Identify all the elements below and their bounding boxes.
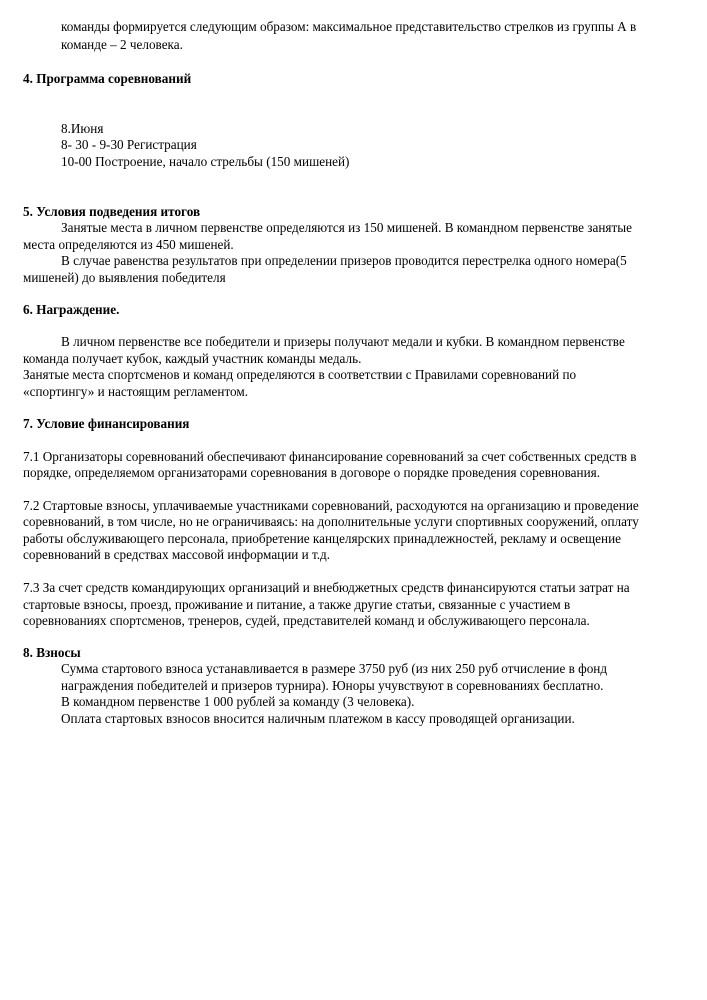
section-8-paragraph-1-line-2: награждения победителей и призеров турнира). Юноры учувствуют в соревнованиях бесплатно. <box>61 678 604 693</box>
section-7-3-line-3: соревнованиях спортсменов, тренеров, судей, представителей команд и обслуживающего персонала. <box>23 613 590 628</box>
section-7-2-line-2: соревнований, в том числе, но не ограничиваясь: на дополнительные услуги спортивных сооружений, оплату <box>23 514 639 529</box>
section-7-1-line-1: 7.1 Организаторы соревнований обеспечивают финансирование соревнований за счет собственных средств в <box>23 449 637 464</box>
section-7-heading: 7. Условие финансирования <box>23 416 190 431</box>
intro-text-line-1: команды формируется следующим образом: максимальное представительство стрелков из группы А в <box>61 19 637 34</box>
section-5-paragraph-1-line-1: Занятые места в личном первенстве определяются из 150 мишеней. В командном первенстве занятые <box>61 220 632 235</box>
section-6-heading: 6. Награждение. <box>23 302 120 317</box>
section-7-3-line-2: стартовые взносы, проезд, проживание и питание, а также другие статьи, связанные с участием в <box>23 597 571 612</box>
section-8-paragraph-3: Оплата стартовых взносов вносится наличным платежом в кассу проводящей организации. <box>61 711 575 726</box>
section-5-heading: 5. Условия подведения итогов <box>23 204 201 219</box>
section-7-2-line-1: 7.2 Стартовые взносы, уплачиваемые участниками соревнований, расходуются на организацию и проведение <box>23 498 639 513</box>
section-8-paragraph-1-line-1: Сумма стартового взноса устанавливается в размере 3750 руб (из них 250 руб отчисление в фонд <box>61 661 608 676</box>
program-registration: 8- 30 - 9-30 Регистрация <box>61 137 197 152</box>
section-6-paragraph-2-line-2: «спортингу» и настоящим регламентом. <box>23 384 249 399</box>
section-7-3-line-1: 7.3 За счет средств командирующих организаций и внебюджетных средств финансируются статьи затрат на <box>23 580 630 595</box>
section-6-paragraph-2-line-1: Занятые места спортсменов и команд определяются в соответствии с Правилами соревнований по <box>23 367 577 382</box>
section-5-paragraph-2-line-1: В случае равенства результатов при определении призеров проводится перестрелка одного номера(5 <box>61 253 627 268</box>
section-4-heading: 4. Программа соревнований <box>23 71 192 86</box>
section-7-1-line-2: порядке, определяемом организаторами соревнования в договоре о порядке проведения соревнования. <box>23 465 601 480</box>
intro-text-line-2: команде – 2 человека. <box>61 37 183 52</box>
section-7-2-line-4: соревнований в средствах массовой информации и т.д. <box>23 547 331 562</box>
program-date: 8.Июня <box>61 121 104 136</box>
section-8-heading: 8. Взносы <box>23 645 81 660</box>
section-5-paragraph-2-line-2: мишеней) до выявления победителя <box>23 270 226 285</box>
section-6-paragraph-1-line-1: В личном первенстве все победители и призеры получают медали и кубки. В командном первенстве <box>61 334 625 349</box>
section-5-paragraph-1-line-2: места определяются из 450 мишеней. <box>23 237 234 252</box>
section-6-paragraph-1-line-2: команда получает кубок, каждый участник команды медаль. <box>23 351 362 366</box>
section-7-2-line-3: работы обслуживающего персонала, приобретение канцелярских принадлежностей, рекламу и освещение <box>23 531 621 546</box>
section-8-paragraph-2: В командном первенстве 1 000 рублей за команду (3 человека). <box>61 694 415 709</box>
program-start: 10-00 Построение, начало стрельбы (150 мишеней) <box>61 154 350 169</box>
